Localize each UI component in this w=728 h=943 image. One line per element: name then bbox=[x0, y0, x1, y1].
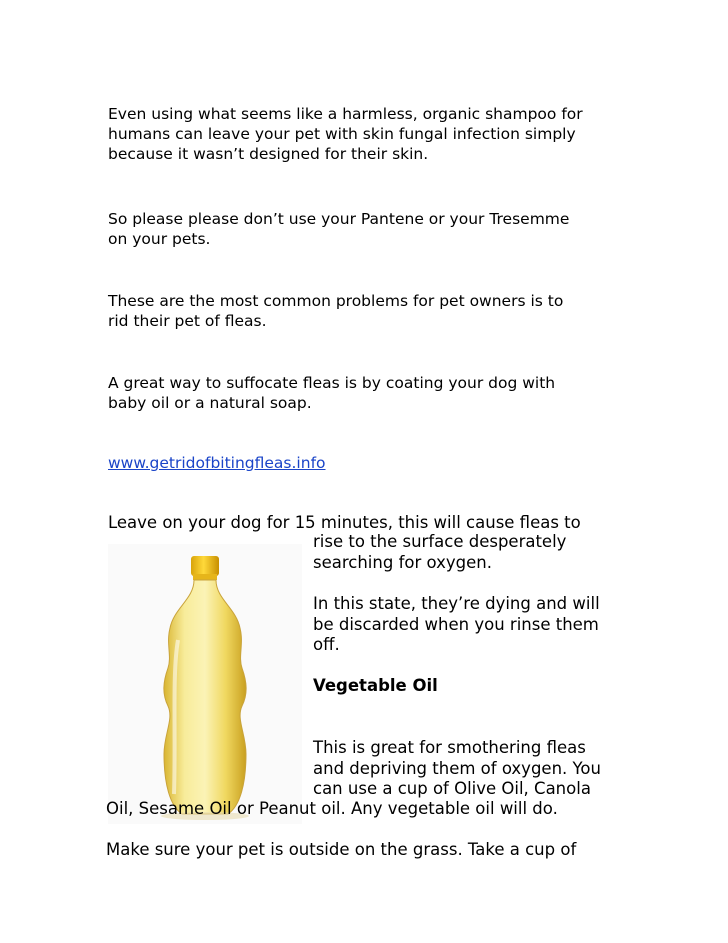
text-line: off. bbox=[313, 635, 340, 654]
text-line: be discarded when you rinse them bbox=[313, 614, 599, 634]
paragraph-pantene bbox=[108, 209, 628, 249]
full-width-oil-line: Oil, Sesame Oil or Peanut oil. Any vegetable oil will do. bbox=[106, 799, 558, 818]
paragraph-suffocate bbox=[108, 373, 628, 413]
text-line: rid their pet of fleas. bbox=[108, 312, 267, 330]
wrapped-text-smothering bbox=[313, 738, 601, 800]
section-intro: Leave on your dog for 15 minutes, this will cause fleas to bbox=[108, 513, 581, 532]
text-line: on your pets. bbox=[108, 230, 211, 248]
text-line: searching for oxygen. bbox=[313, 552, 492, 572]
wrapped-text-fleas-rise bbox=[313, 532, 566, 573]
fleas-website-link[interactable]: www.getridofbitingfleas.info bbox=[108, 454, 326, 472]
oil-bottle-illustration bbox=[108, 544, 302, 824]
paragraph-shampoo bbox=[108, 104, 628, 164]
text-line: baby oil or a natural soap. bbox=[108, 394, 312, 412]
text-line: In this state, they’re dying and will bbox=[313, 594, 600, 613]
wrapped-text-dying bbox=[313, 594, 600, 656]
text-line: A great way to suffocate fleas is by coating your dog with bbox=[108, 374, 556, 392]
text-line: rise to the surface desperately bbox=[313, 532, 567, 551]
text-line: These are the most common problems for pet owners is to bbox=[108, 292, 564, 310]
text-line: This is great for smothering fleas bbox=[313, 738, 586, 757]
text-line: Even using what seems like a harmless, organic shampoo for bbox=[108, 105, 583, 123]
text-line: because it wasn’t designed for their skin. bbox=[108, 145, 429, 163]
last-line: Make sure your pet is outside on the grass. Take a cup of bbox=[106, 840, 577, 859]
paragraph-problems bbox=[108, 291, 628, 331]
text-line: humans can leave your pet with skin fungal infection simply bbox=[108, 125, 576, 143]
oil-bottle-image bbox=[108, 544, 302, 824]
heading-vegetable-oil: Vegetable Oil bbox=[313, 676, 438, 695]
text-line: So please please don’t use your Pantene or your Tresemme bbox=[108, 210, 570, 228]
text-line: and depriving them of oxygen. You bbox=[313, 758, 601, 778]
text-line: can use a cup of Olive Oil, Canola bbox=[313, 779, 591, 798]
